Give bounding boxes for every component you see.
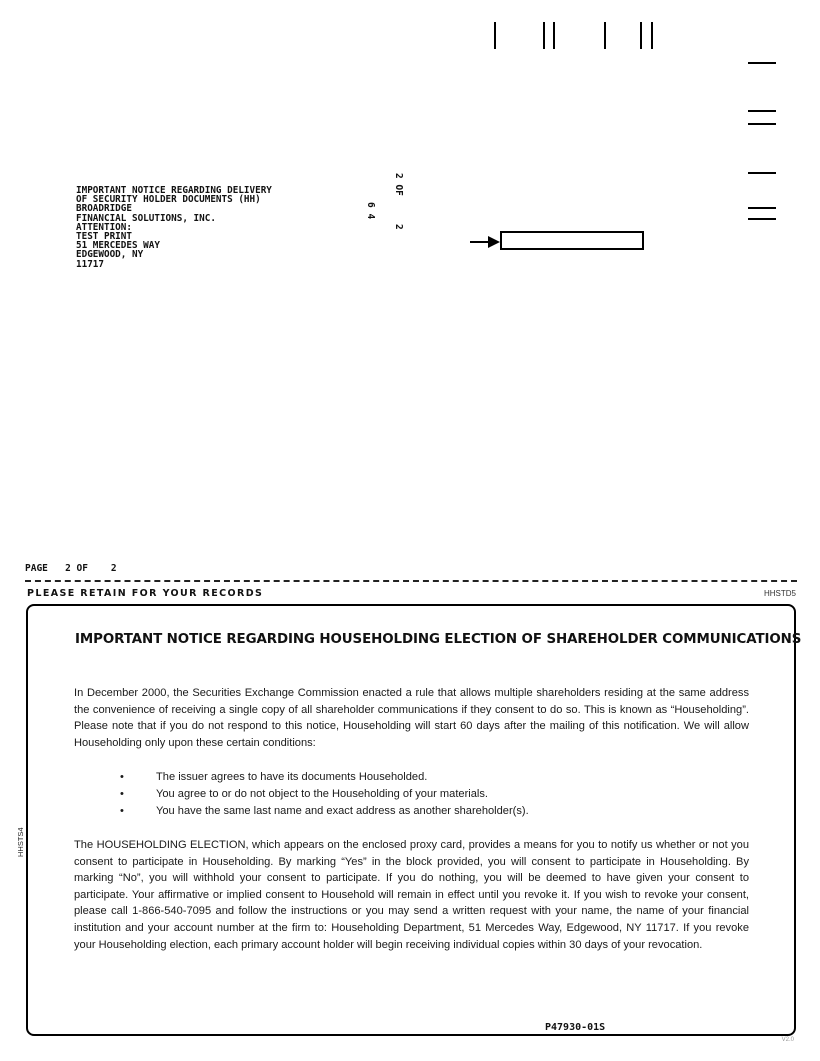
address-line: 11717 [76, 258, 104, 270]
tear-off-line [25, 580, 797, 582]
address-line: ATTENTION: [76, 221, 132, 233]
right-arrow-icon [470, 235, 500, 249]
bullet-icon: • [120, 805, 124, 817]
address-line: EDGEWOOD, NY [76, 249, 144, 261]
rotated-page-code: 2 OF [393, 173, 404, 196]
page-label: PAGE [25, 563, 48, 574]
page-indicator [25, 563, 117, 574]
page-current: 2 [65, 563, 71, 574]
condition-text: You have the same last name and exact address as another shareholder(s). [156, 805, 529, 817]
version-code: V2.0 [781, 1037, 794, 1043]
address-line: FINANCIAL SOLUTIONS, INC. [76, 212, 216, 224]
sorting-mark [748, 110, 776, 112]
page-total: 2 [110, 563, 117, 574]
sorting-mark [748, 207, 776, 209]
sorting-mark [748, 62, 776, 64]
election-paragraph: The HOUSEHOLDING ELECTION, which appears on the enclosed proxy card, provides a means for you to notify us whether or not you consent to participate in Householding. By marking “Yes” in the block provided, you will consent to participate in Householding. By marking “No”, you will withhold your consent to participate. If you do nothing, you will be deemed to have given your consent to participate. Your affirmative or implied consent to Household will remain in effect until you revoke it. If you wish to revoke your consent, please call 1-866-540-7095 and follow the instructions or you may send a written request with your name, the name of your financial institution and your account number at the firm to: Householding Department, 51 Mercedes Way, Edgewood, NY 11717. If you revoke your Householding election, each primary account holder will begin receiving individual copies within 30 days of your revocation. [74, 839, 749, 951]
postal-barcode-mark [543, 22, 545, 49]
address-line: OF SECURITY HOLDER DOCUMENTS (HH) [76, 194, 261, 206]
postal-barcode-mark [494, 22, 496, 49]
sorting-mark [748, 218, 776, 220]
page-of: OF [76, 563, 88, 574]
address-line: 51 MERCEDES WAY [76, 240, 160, 252]
address-window-box [500, 231, 644, 250]
address-line: IMPORTANT NOTICE REGARDING DELIVERY [76, 185, 272, 196]
condition-text: The issuer agrees to have its documents Householded. [156, 771, 428, 783]
sorting-mark [748, 172, 776, 174]
rotated-total-code: 2 [393, 224, 404, 230]
postal-barcode-mark [553, 22, 555, 49]
address-line: TEST PRINT [76, 231, 132, 243]
notice-title: IMPORTANT NOTICE REGARDING HOUSEHOLDING ELECTION OF SHAREHOLDER COMMUNICATIONS [75, 632, 802, 647]
bullet-icon: • [120, 771, 124, 783]
notice-box [26, 604, 802, 1036]
side-form-code: HHSTS4 [16, 827, 25, 857]
mailing-address-block [76, 186, 272, 269]
sorting-mark [748, 123, 776, 125]
condition-item [120, 803, 529, 820]
postal-barcode-mark [604, 22, 606, 49]
retain-records-label: PLEASE RETAIN FOR YOUR RECORDS [27, 588, 264, 599]
job-number: P47930-01S [545, 1022, 606, 1033]
intro-paragraph: In December 2000, the Securities Exchange Commission enacted a rule that allows multiple shareholders residing at the same address the convenience of receiving a single copy of all shareholder communications if they consent to do so. This is known as “Householding”. Please note that if you do not respond to this notice, Householding will start 60 days after the mailing of this notification. We will allow Householding only upon these certain conditions: [74, 687, 749, 749]
conditions-list [120, 769, 529, 820]
condition-text: You agree to or do not object to the Householding of your materials. [156, 788, 488, 800]
form-code: HHSTD5 [763, 589, 796, 598]
bullet-icon: • [120, 788, 124, 800]
postal-barcode-mark [640, 22, 642, 49]
address-line: BROADRIDGE [76, 203, 132, 215]
condition-item [120, 769, 529, 786]
rotated-numbers-code: 6 4 [365, 202, 376, 220]
postal-barcode-mark [651, 22, 653, 49]
condition-item [120, 786, 529, 803]
